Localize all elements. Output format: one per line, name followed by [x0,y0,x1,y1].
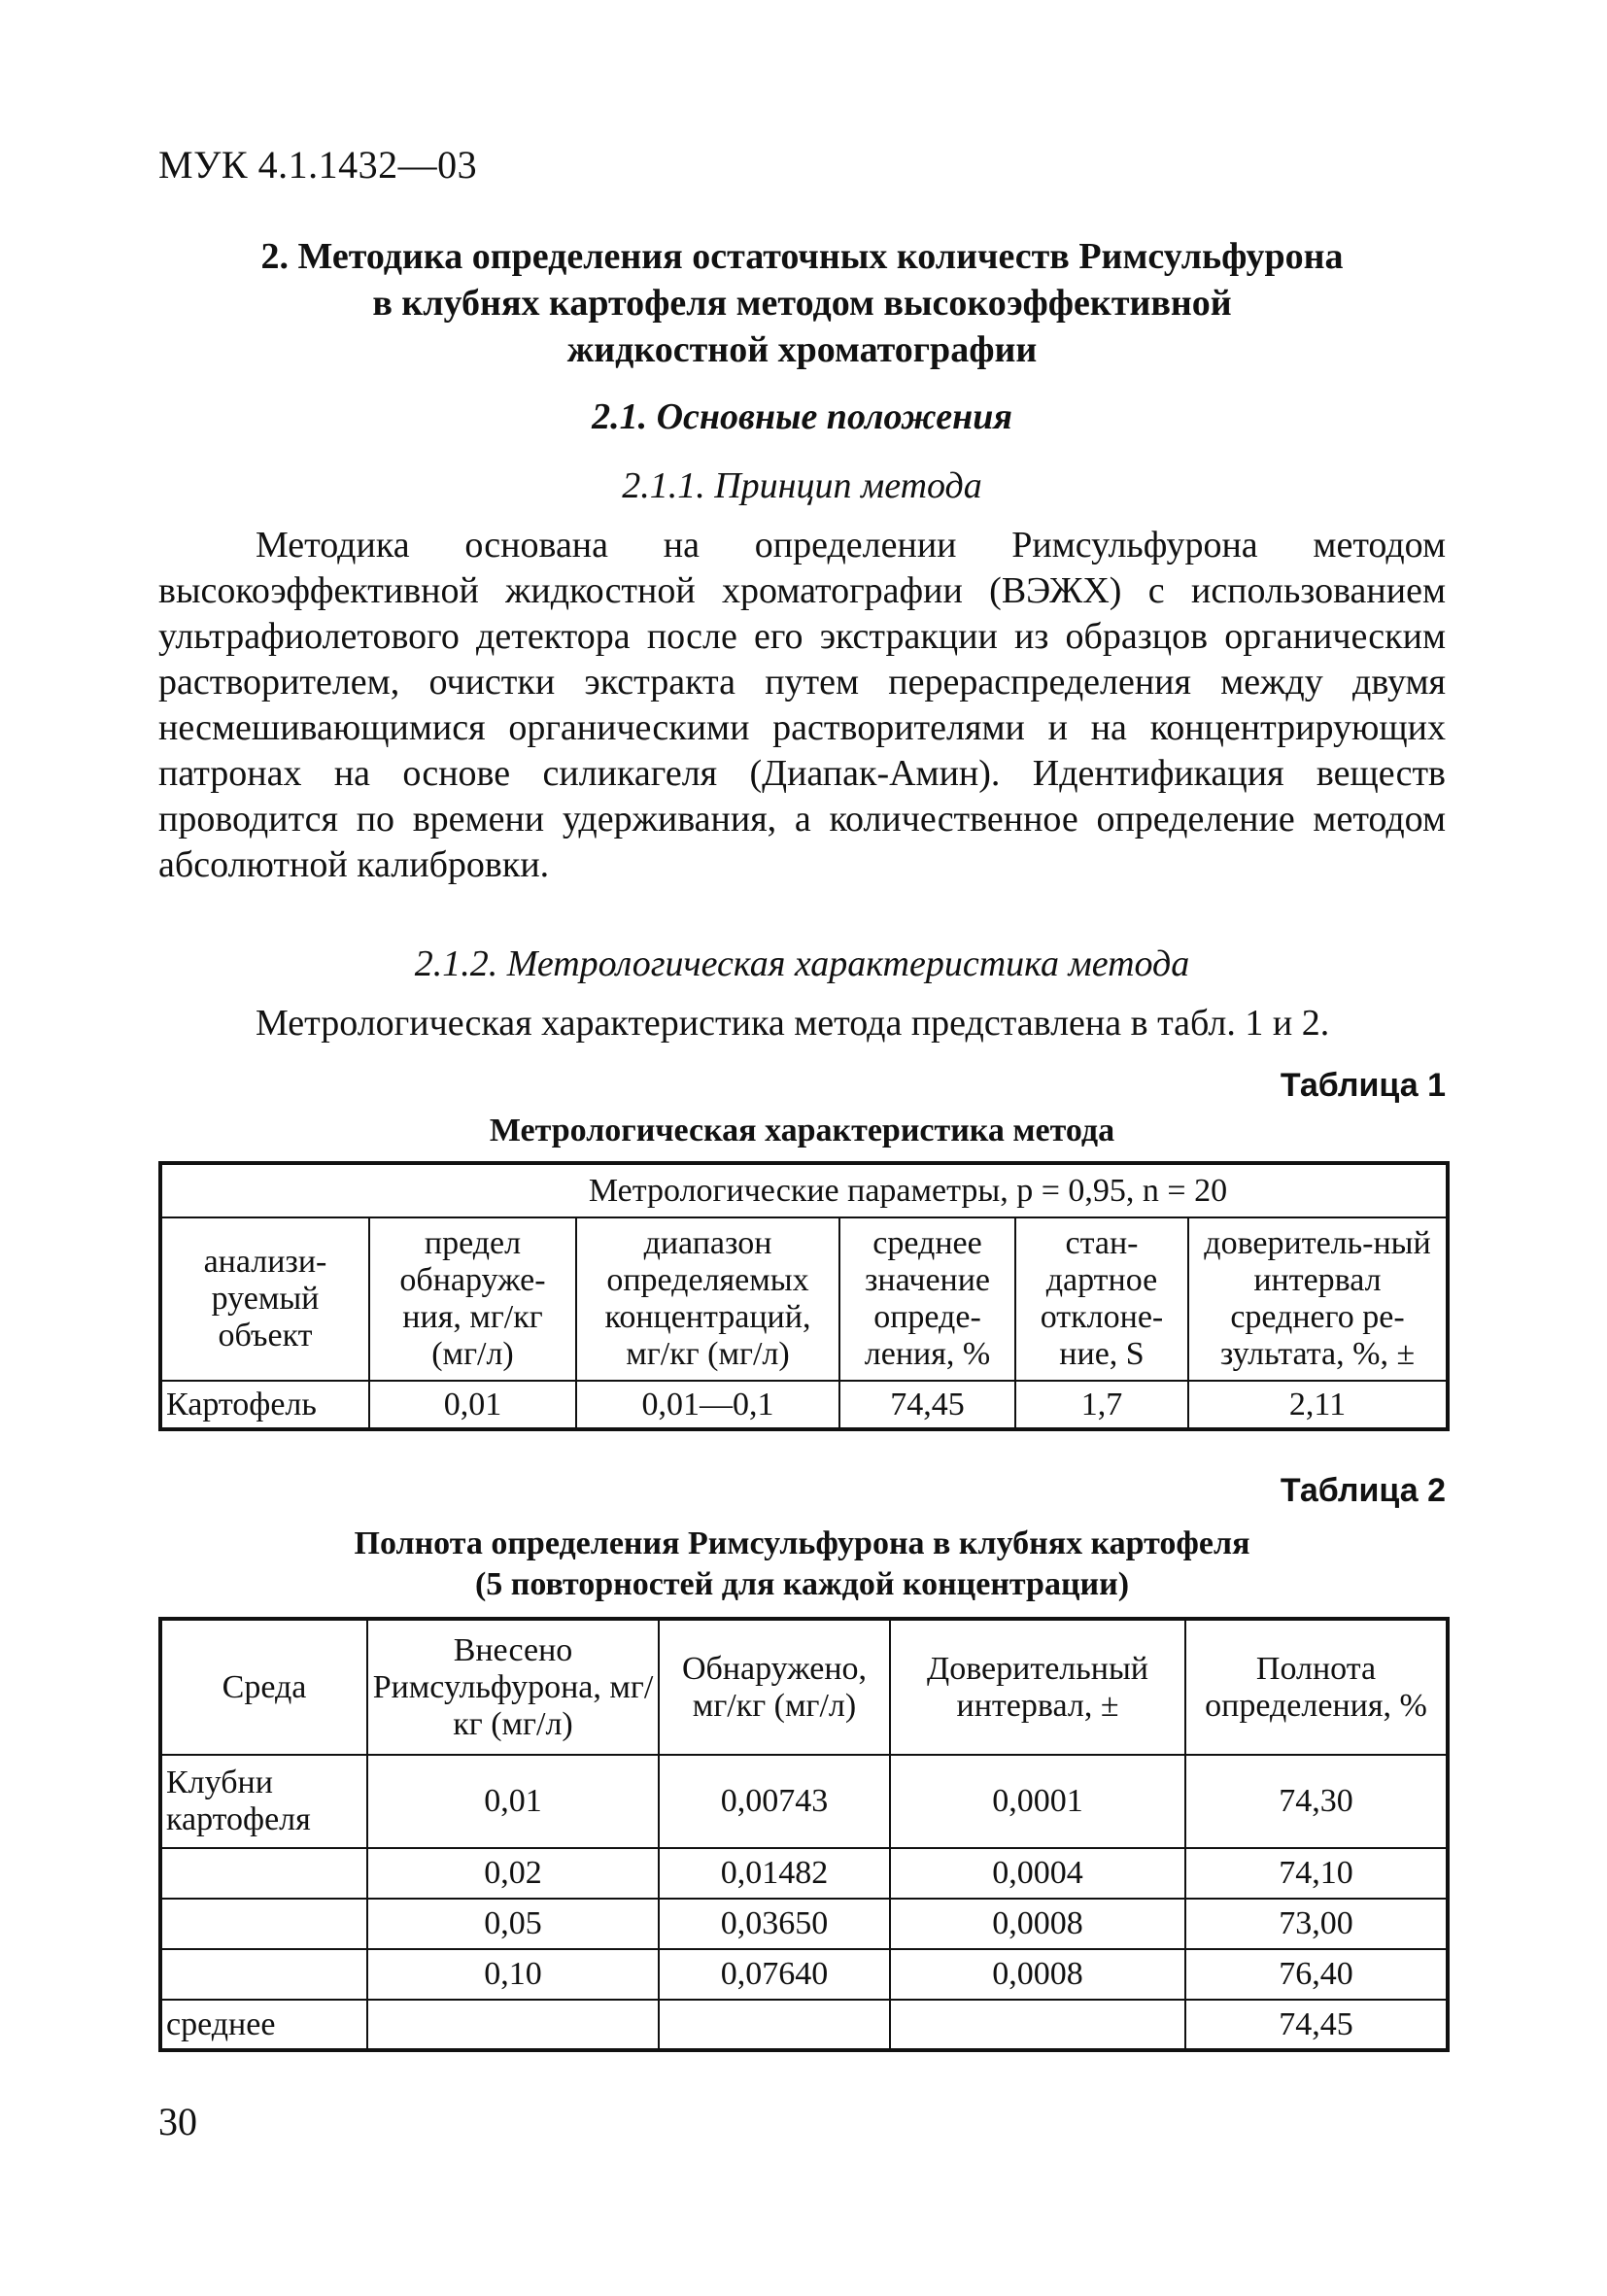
table2-cell: 0,10 [367,1949,659,2000]
table1-group-header: Метрологические параметры, р = 0,95, n = 20 [369,1163,1448,1217]
table2-header-cell: Полнота определения, % [1185,1619,1448,1755]
page-number: 30 [158,2100,197,2143]
subsection-heading-2-1: 2.1. Основные положения [592,396,1012,437]
table2-cell [160,1848,367,1899]
principle-text: Методика основана на определении Римсульфурона методом высокоэффективной жидкостной хроматографии (ВЭЖХ) с использованием ультрафиолетового детектора после его экстракции из образцов органическим растворителем, очистки экстракта путем перераспределения между двумя несмешивающимися органическими растворителями и на концентрирующих патронах на основе силикагеля (Диапак-Амин). Идентификация веществ проводится по времени удерживания, а количественное определение методом абсолютной калибровки. [158,525,1446,885]
table1-header-cell: предел обнаруже-ния, мг/кг (мг/л) [369,1217,576,1381]
table2-title-line: Полнота определения Римсульфурона в клубнях картофеля [354,1525,1250,1561]
section-title [158,233,1446,373]
table2-cell: Клубни картофеля [160,1755,367,1848]
table-row [160,1848,1448,1899]
table2-cell: 0,02 [367,1848,659,1899]
table2-cell: 0,00743 [659,1755,890,1848]
table2 [158,1617,1450,2052]
table-row [160,2000,1448,2050]
table1-header-cell: среднее значение опреде-ления, % [839,1217,1015,1381]
table-row [160,1949,1448,2000]
table2-cell: 0,03650 [659,1899,890,1949]
table2-cell: 0,05 [367,1899,659,1949]
table1-cell: 0,01 [369,1381,576,1429]
table1 [158,1161,1450,1431]
table2-title-line: (5 повторностей для каждой концентрации) [474,1566,1130,1602]
table1-header-cell: анализи-руемый объект [160,1217,369,1381]
table2-cell: среднее [160,2000,367,2050]
section-title-line: жидкостной хроматографии [566,329,1038,370]
table2-cell: 74,30 [1185,1755,1448,1848]
table2-cell: 0,07640 [659,1949,890,2000]
table1-header-cell: доверитель-ный интервал среднего ре-зультата, %, ± [1188,1217,1448,1381]
table2-cell: 74,45 [1185,2000,1448,2050]
table1-label: Таблица 1 [1280,1067,1446,1104]
table-row [160,1755,1448,1848]
table2-header-cell: Внесено Римсульфурона, мг/кг (мг/л) [367,1619,659,1755]
table1-header-cell: стан-дартное отклоне-ние, S [1015,1217,1188,1381]
table1-header-cell: диапазон определяемых концентраций, мг/кг (мг/л) [576,1217,839,1381]
table2-cell: 74,10 [1185,1848,1448,1899]
table2-cell: 0,01 [367,1755,659,1848]
table2-header-cell: Обнаружено, мг/кг (мг/л) [659,1619,890,1755]
table2-title [158,1524,1446,1605]
table-row [160,1381,1448,1429]
subsection-heading-2-1-1: 2.1.1. Принцип метода [622,465,982,506]
metrology-text: Метрологическая характеристика метода представлена в табл. 1 и 2. [256,1003,1330,1044]
section-title-line: 2. Методика определения остаточных количеств Римсульфурона [260,236,1344,277]
table2-cell: 0,01482 [659,1848,890,1899]
table2-cell: 0,0001 [890,1755,1185,1848]
table2-cell [890,2000,1185,2050]
table2-cell: 76,40 [1185,1949,1448,2000]
table1-cell: 74,45 [839,1381,1015,1429]
table1-cell: 0,01—0,1 [576,1381,839,1429]
table2-label: Таблица 2 [1280,1472,1446,1509]
table1-cell: Картофель [160,1381,369,1429]
table1-title: Метрологическая характеристика метода [489,1113,1115,1148]
table2-cell: 0,0004 [890,1848,1185,1899]
table2-header-cell: Среда [160,1619,367,1755]
section-title-line: в клубнях картофеля методом высокоэффективной [372,283,1232,324]
table2-cell [160,1949,367,2000]
table-row [160,1899,1448,1949]
table1-cell: 2,11 [1188,1381,1448,1429]
table2-header-cell: Доверительный интервал, ± [890,1619,1185,1755]
metrology-paragraph [158,1001,1446,1046]
table2-cell [367,2000,659,2050]
table1-cell: 1,7 [1015,1381,1188,1429]
document-code: МУК 4.1.1432—03 [158,143,478,187]
table2-cell: 73,00 [1185,1899,1448,1949]
subsection-heading-2-1-2: 2.1.2. Метрологическая характеристика метода [414,943,1190,984]
table1-empty-corner [160,1163,369,1217]
table2-cell [659,2000,890,2050]
table2-cell: 0,0008 [890,1949,1185,2000]
table2-cell: 0,0008 [890,1899,1185,1949]
table2-cell [160,1899,367,1949]
principle-paragraph [158,523,1446,888]
